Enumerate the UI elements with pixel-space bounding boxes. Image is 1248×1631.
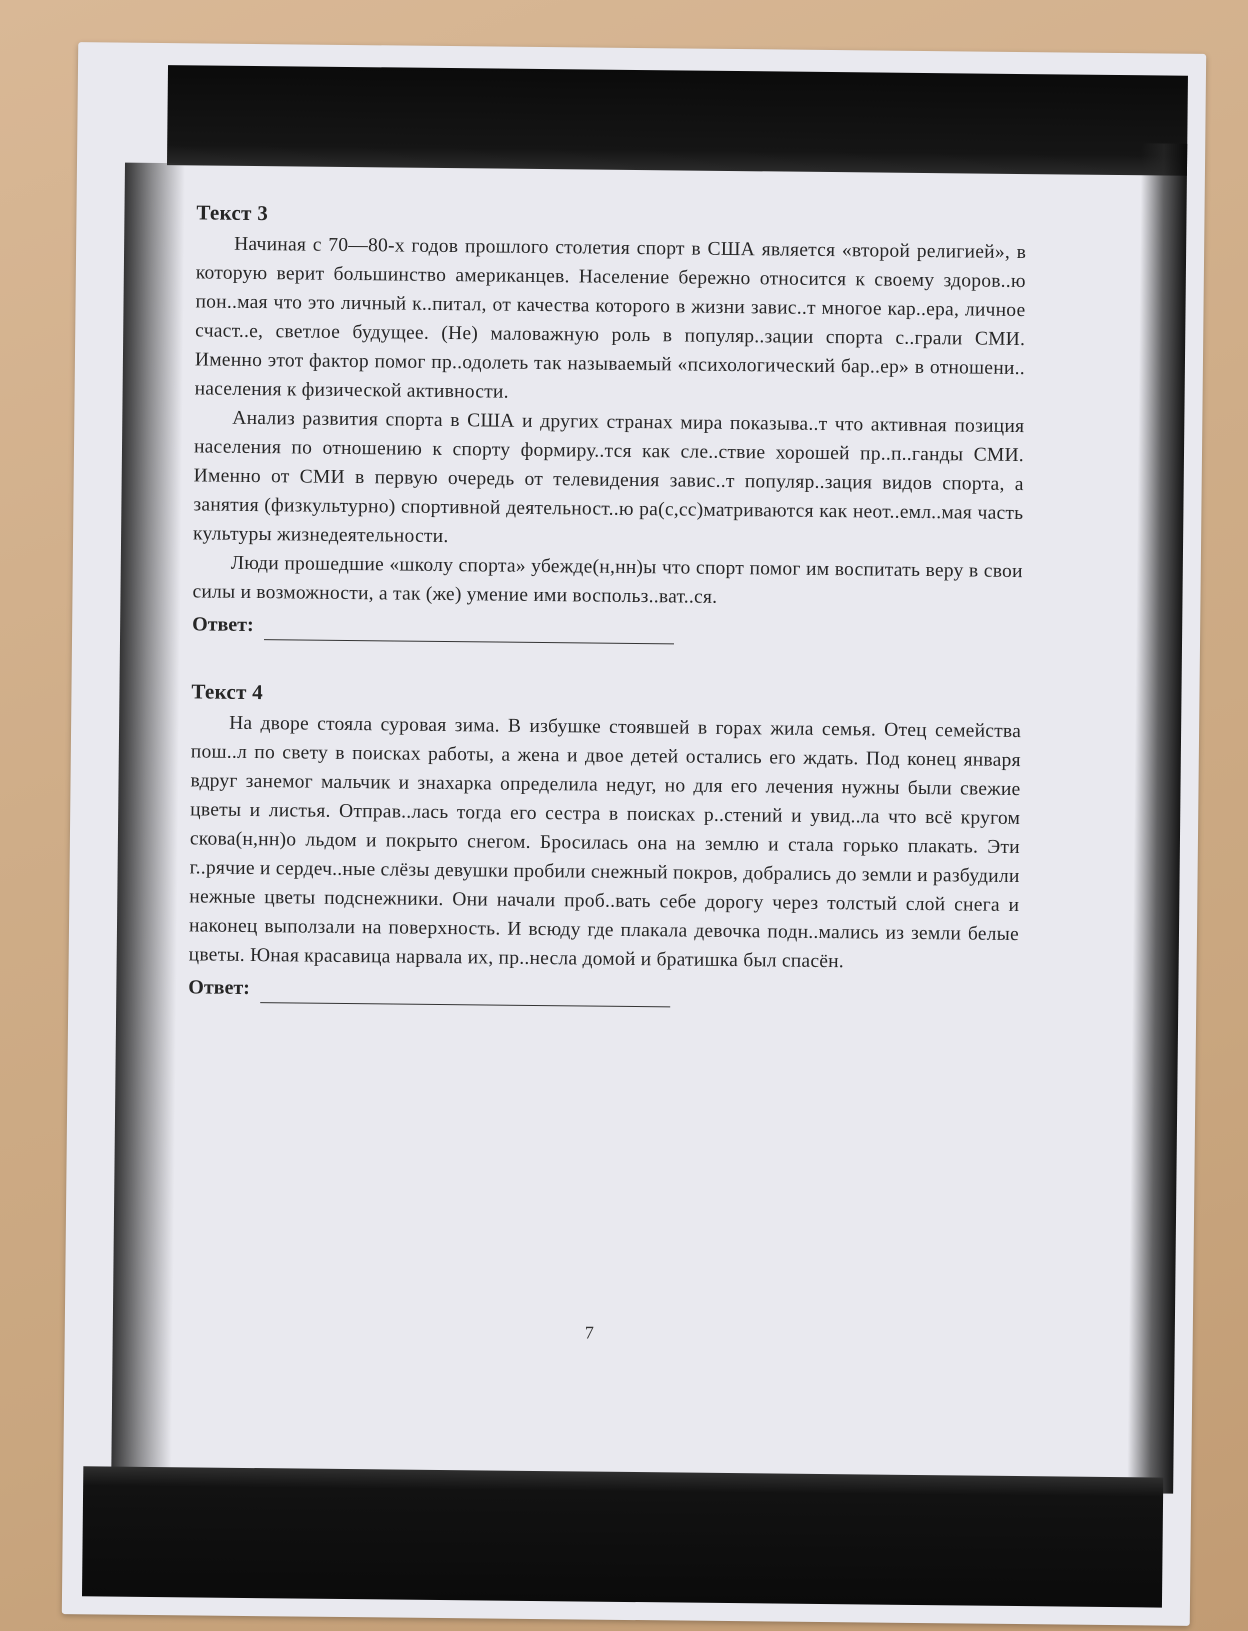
text-3-heading: Текст 3 xyxy=(196,200,269,226)
text-4-paragraph-1: На дворе стояла суровая зима. В избушке стоявшей в горах жила семья. Отец семейства пош..л по свету в поисках работы, а жена и двое детей остались его ждать. Под конец января вдруг занемог мальчик и знахарка определила недуг, но для его лечения нужны были свежие цветы и листья. Отправ..лась тогда его сестра в поисках р..стений и увид..ла что всё кругом скова(н,нн)о льдом и покрыто снегом. Бросилась она на землю и стала горько плакать. Эти г..рячие и сердеч..ные слёзы девушки пробили снежный покров, добрались до земли и разбудили нежные цветы подснежники. Они начали проб..вать себе дорогу через толстый слой снега и наконец выползали на поверхность. И всюду где плакала девочка подн..мались из земли белые цветы. Юная красавица нарвала их, пр..несла домой и братишка был спасён. xyxy=(188,712,1022,973)
text-3-answer-row xyxy=(192,610,1022,648)
text-4-section xyxy=(188,677,1021,1011)
text-4-heading: Текст 4 xyxy=(191,679,264,705)
text-3-answer-line[interactable] xyxy=(264,617,674,644)
scan-right-shadow xyxy=(1127,143,1187,1493)
text-3-paragraph-3: Люди прошедшие «школу спорта» убежде(н,нн)ы что спорт помог им воспитать веру в свои силы и возможности, а так (же) умение ими воспольз..ват..ся. xyxy=(192,552,1023,608)
paper-sheet xyxy=(62,42,1206,1626)
text-4-answer-line[interactable] xyxy=(260,980,670,1007)
scan-bottom-dark-band xyxy=(82,1466,1163,1607)
text-4-answer-label: Ответ: xyxy=(188,976,251,999)
text-3-paragraph-1: Начиная с 70—80-х годов прошлого столетия спорт в США является «второй религией», в которую верит большинство американцев. Население бережно относится к своему здоров..ю пон..мая что это личный к..питал, от качества которого в жизни завис..т многое кар..ера, личное счаст..е, светлое будущее. (Не) маловажную роль в популяр..зации спорта с..грали СМИ. Именно этот фактор помог пр..одолеть так называемый «психологический бар..ер» в отношени.. населения к физической активности. xyxy=(194,233,1027,403)
page-content xyxy=(188,198,1027,1049)
scan-top-dark-band xyxy=(167,65,1188,176)
text-3-section xyxy=(192,198,1027,648)
text-4-answer-row xyxy=(188,973,1018,1011)
page-number: 7 xyxy=(584,1322,594,1343)
scan-left-shadow xyxy=(111,163,185,1494)
text-3-answer-label: Ответ: xyxy=(192,613,254,637)
text-3-paragraph-2: Анализ развития спорта в США и других странах мира показыва..т что активная позиция населения по отношению к спорту формиру..тся как сле..ствие хорошей пр..п..ганды СМИ. Именно от СМИ в первую очередь от телевидения завис..т популяр..зация видов спорта, а занятия (физкультурно) спортивной деятельност..ю ра(с,сс)матриваются как неот..емл..мая часть культуры жизнедеятельности. xyxy=(193,407,1025,548)
